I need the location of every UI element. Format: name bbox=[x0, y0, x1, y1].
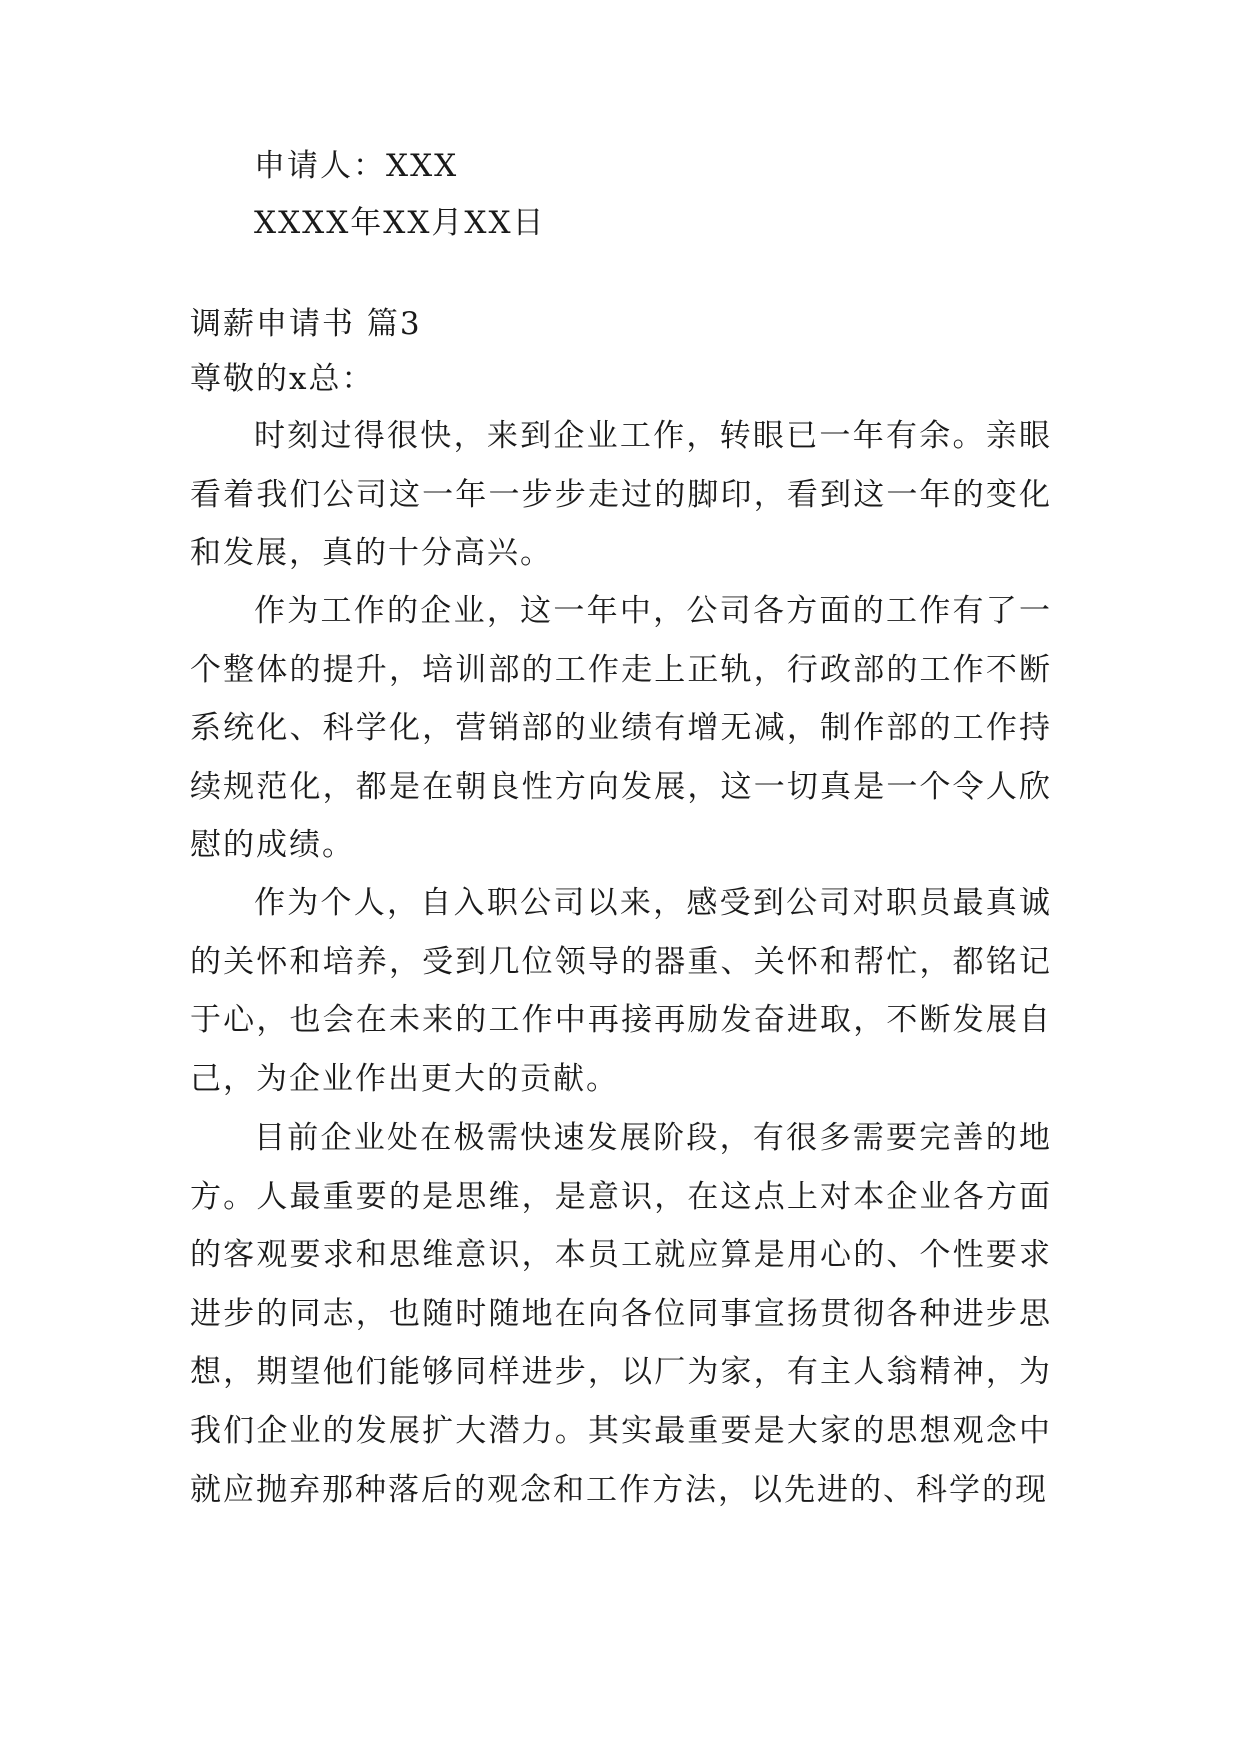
paragraph-3: 作为个人，自入职公司以来，感受到公司对职员最真诚的关怀和培养，受到几位领导的器重、关怀和帮忙，都铭记于心，也会在未来的工作中再接再励发奋进取，不断发展自己，为企业作出更大的贡献。 bbox=[190, 885, 1052, 1097]
paragraph-4: 目前企业处在极需快速发展阶段，有很多需要完善的地方。人最重要的是思维，是意识，在这点上对本企业各方面的客观要求和思维意识，本员工就应算是用心的、个性要求进步的同志，也随时随地在向各位同事宣扬贯彻各种进步思想，期望他们能够同样进步，以厂为家，有主人翁精神，为我们企业的发展扩大潜力。其实最重要是大家的思想观念中就应抛弃那种落后的观念和工作方法，以先进的、科学的现 bbox=[190, 1120, 1052, 1508]
applicant-line: 申请人：XXX bbox=[254, 148, 459, 184]
salutation: 尊敬的x总： bbox=[190, 361, 375, 397]
paragraph-1: 时刻过得很快，来到企业工作，转眼已一年有余。亲眼看着我们公司这一年一步步走过的脚印，看到这一年的变化和发展，真的十分高兴。 bbox=[190, 418, 1052, 572]
section-title: 调薪申请书 篇3 bbox=[190, 306, 422, 342]
date-line: XXXX年XX月XX日 bbox=[254, 205, 546, 241]
paragraph-2: 作为工作的企业，这一年中，公司各方面的工作有了一个整体的提升，培训部的工作走上正轨，行政部的工作不断系统化、科学化，营销部的业绩有增无减，制作部的工作持续规范化，都是在朝良性方向发展，这一切真是一个令人欣慰的成绩。 bbox=[190, 593, 1052, 864]
